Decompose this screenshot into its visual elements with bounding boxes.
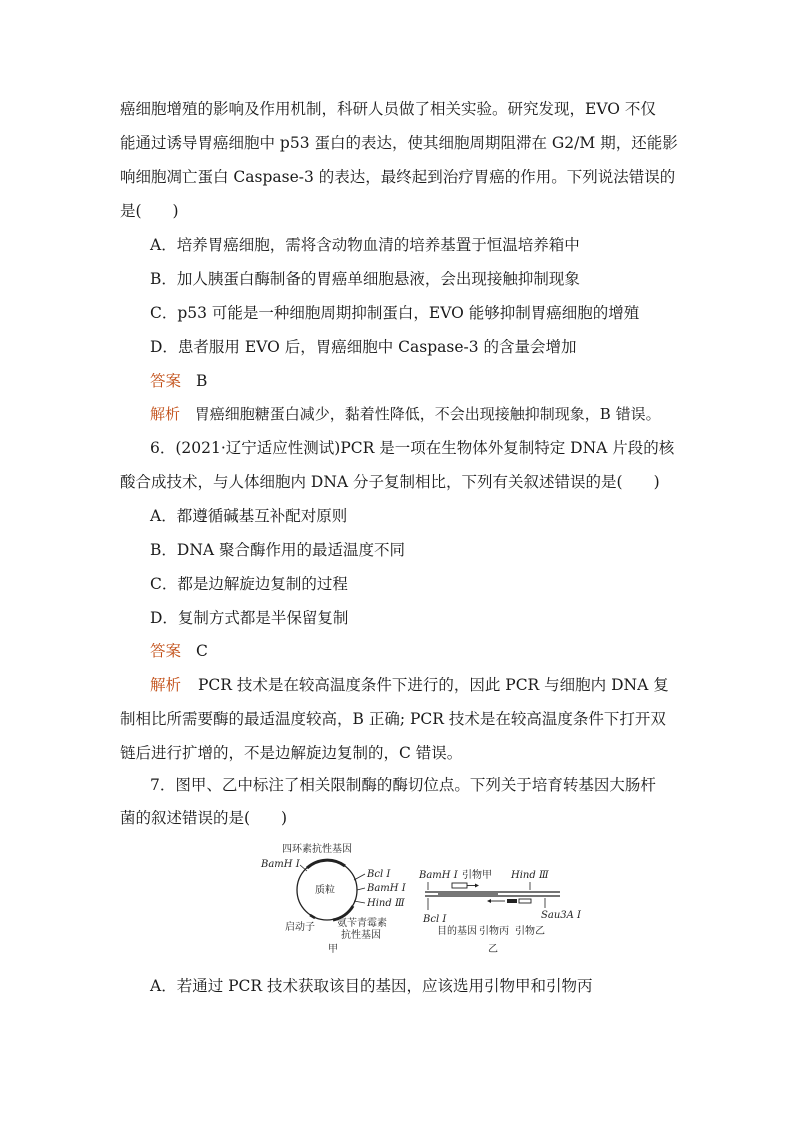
- q5-option-b: B．加人胰蛋白酶制备的胃癌单细胞悬液，会出现接触抑制现象: [150, 270, 580, 288]
- plasmid-label: 质粒: [315, 885, 335, 896]
- q6-answer: [150, 641, 208, 661]
- plasmid-diagram: [260, 842, 407, 955]
- q5-analysis: [150, 404, 661, 424]
- bamh1b-site-mark: [357, 888, 365, 890]
- bcl1-site-mark: [354, 874, 365, 880]
- promoter-label: 启动子: [285, 922, 315, 933]
- sau3a1-label: Sau3A Ⅰ: [541, 910, 581, 921]
- q5-option-c: C．p53 可能是一种细胞周期抑制蛋白，EVO 能够抑制胃癌细胞的增殖: [150, 304, 640, 322]
- primer-jia-box: [452, 883, 467, 888]
- q6-analysis: [150, 675, 669, 695]
- hind3-site-mark: [354, 901, 365, 903]
- q5-answer: [150, 371, 207, 391]
- q6-option-b: B．DNA 聚合酶作用的最适温度不同: [150, 541, 406, 559]
- target-gene-region: [438, 892, 498, 896]
- q6-option-c: C．都是边解旋边复制的过程: [150, 575, 348, 593]
- primer-jia-label: 引物甲: [462, 870, 492, 881]
- q7-stem-line: 7．图甲、乙中标注了相关限制酶的酶切位点。下列关于培育转基因大肠杆: [150, 776, 656, 794]
- primer-bing-label: 引物丙: [479, 926, 509, 937]
- q7-stem-line: 菌的叙述错误的是( ): [120, 809, 288, 827]
- answer-value: B: [195, 372, 208, 390]
- q5-stem-line: 能通过诱导胃癌细胞中 p53 蛋白的表达，使其细胞周期阻滞在 G2/M 期，还能影: [120, 134, 678, 152]
- analysis-label: 解析: [150, 676, 182, 694]
- q6-analysis-line: 链后进行扩增的，不是边解旋边复制的，C 错误。: [120, 744, 463, 762]
- target-gene-label: 目的基因: [437, 926, 477, 937]
- q5-stem-line: 响细胞凋亡蛋白 Caspase-3 的表达，最终起到治疗胃癌的作用。下列说法错误的: [120, 168, 676, 186]
- promoter-mark: [310, 915, 315, 918]
- q7-option-a: A．若通过 PCR 技术获取该目的基因，应该选用引物甲和引物丙: [150, 977, 593, 995]
- q5-option-d: D．患者服用 EVO 后，胃癌细胞中 Caspase-3 的含量会增加: [150, 338, 577, 356]
- q6-option-d: D．复制方式都是半保留复制: [150, 609, 349, 627]
- analysis-text: 胃癌细胞糖蛋白减少，黏着性降低，不会出现接触抑制现象，B 错误。: [194, 405, 661, 423]
- primer-bing-arrowhead: [487, 899, 491, 903]
- q6-stem-line: 酸合成技术，与人体细胞内 DNA 分子复制相比，下列有关叙述错误的是( ): [120, 473, 660, 491]
- yi-bcl1-label: Bcl Ⅰ: [423, 914, 447, 925]
- primer-bing-box: [507, 899, 517, 903]
- answer-label: 答案: [150, 372, 182, 390]
- tet-gene-segment: [307, 860, 345, 868]
- bamh1-site-label: BamH Ⅰ: [261, 859, 300, 870]
- q7-figure-svg: [255, 838, 581, 960]
- hind3-site-label: Hind Ⅲ: [367, 898, 405, 909]
- q6-option-a: A．都遵循碱基互补配对原则: [150, 507, 348, 525]
- primer-jia-arrowhead: [475, 884, 479, 888]
- answer-label: 答案: [150, 642, 182, 660]
- primer-yi-box: [519, 899, 531, 903]
- primer-yi-label: 引物乙: [515, 926, 545, 937]
- q6-stem-line: 6．(2021·辽宁适应性测试)PCR 是一项在生物体外复制特定 DNA 片段的核: [150, 439, 675, 457]
- bcl1-site-label: Bcl Ⅰ: [367, 869, 391, 880]
- amp-gene-label-1: 氨苄青霉素: [337, 918, 387, 929]
- analysis-label: 解析: [150, 405, 181, 423]
- q6-analysis-line: 制相比所需要酶的最适温度较高，B 正确; PCR 技术是在较高温度条件下打开双: [120, 710, 666, 728]
- q7-figure: [255, 838, 581, 960]
- dna-fragment-diagram: [418, 868, 582, 955]
- analysis-text: PCR 技术是在较高温度条件下进行的，因此 PCR 与细胞内 DNA 复: [197, 676, 669, 694]
- answer-value: C: [195, 642, 208, 660]
- yi-bamh1-label: BamH Ⅰ: [419, 870, 458, 881]
- figure-jia-caption: 甲: [328, 944, 338, 955]
- bamh1b-site-label: BamH Ⅰ: [367, 883, 406, 894]
- figure-yi-caption: 乙: [488, 944, 498, 955]
- tet-gene-label: 四环素抗性基因: [282, 844, 352, 855]
- amp-gene-label-2: 抗性基因: [341, 930, 381, 941]
- yi-hind3-label: Hind Ⅲ: [511, 870, 549, 881]
- q5-stem-line: 癌细胞增殖的影响及作用机制，科研人员做了相关实验。研究发现，EVO 不仅: [120, 100, 656, 118]
- q5-option-a: A．培养胃癌细胞，需将含动物血清的培养基置于恒温培养箱中: [150, 236, 580, 254]
- q5-stem-line: 是( ): [120, 202, 179, 220]
